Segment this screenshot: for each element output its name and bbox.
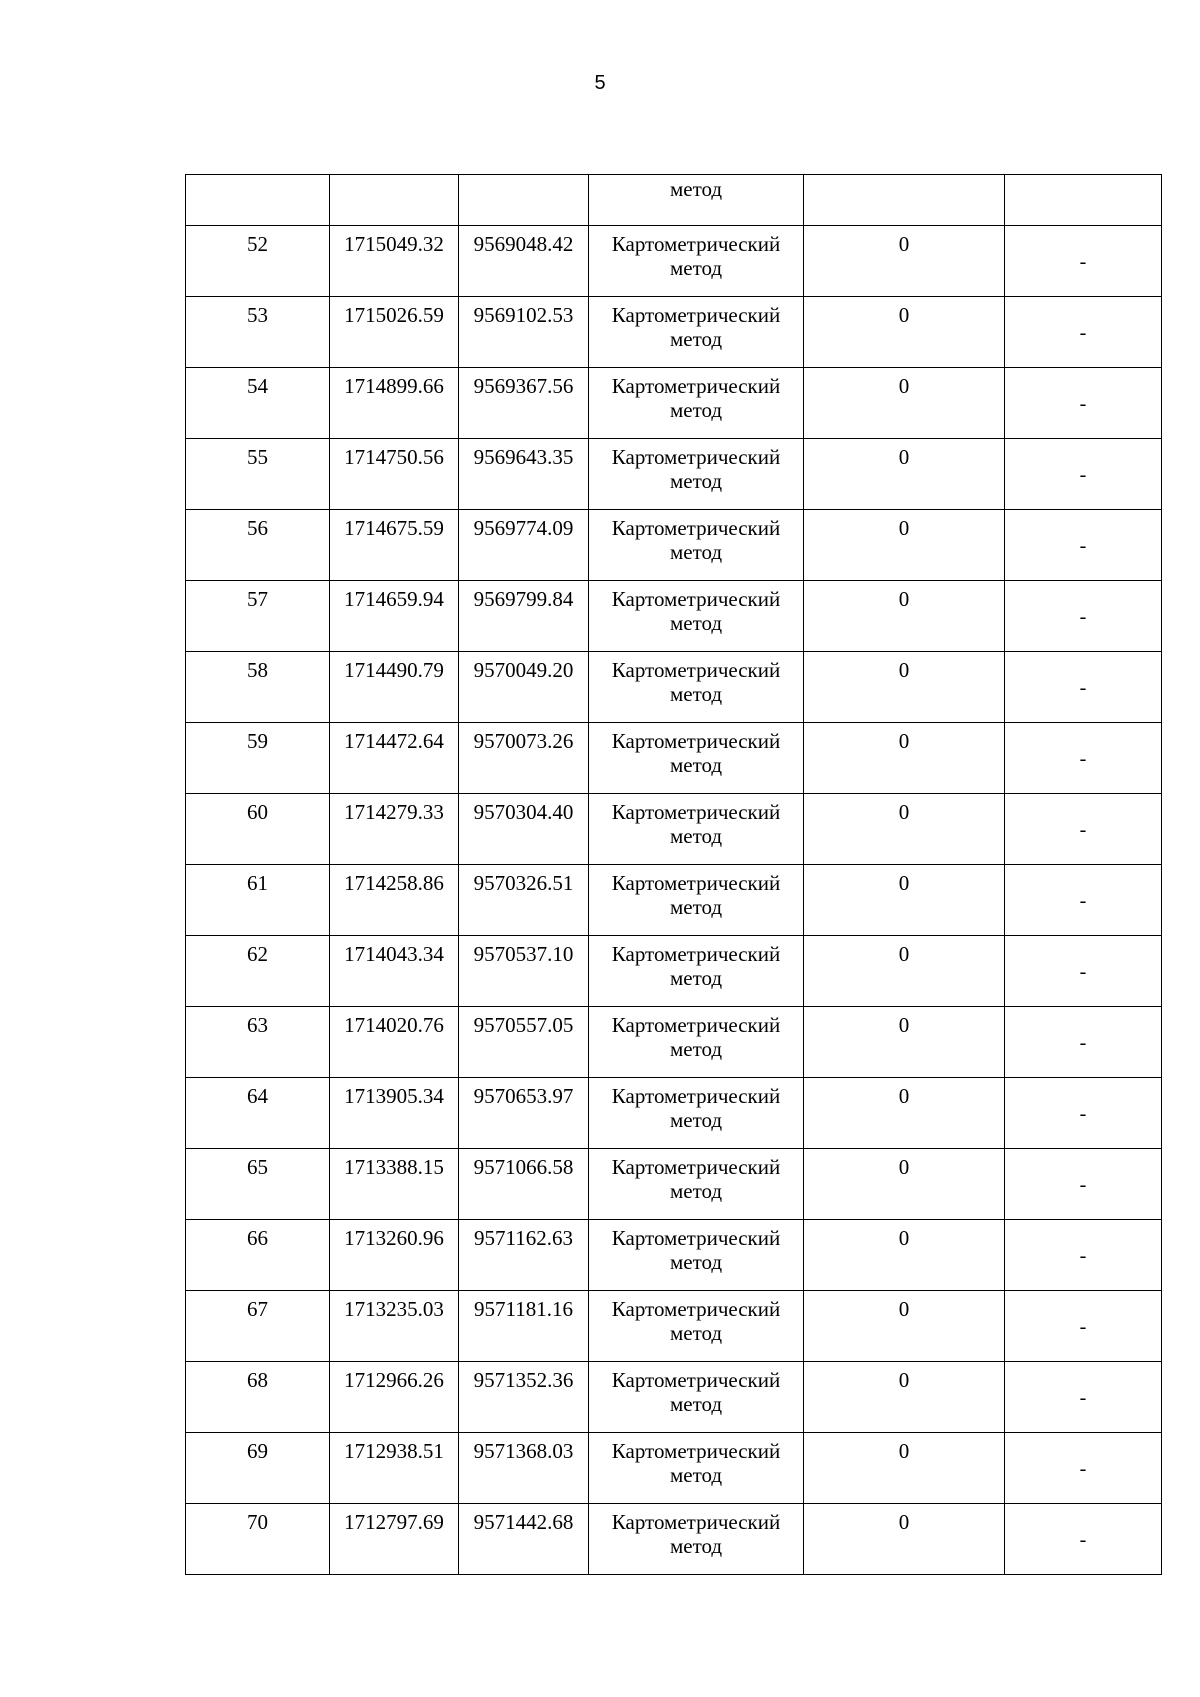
cell-y: 9571352.36 (459, 1362, 589, 1433)
cell-note: - (1005, 439, 1162, 510)
table-row (186, 794, 1162, 865)
cell-method: Картометрический метод (589, 1504, 804, 1575)
cell-note: - (1005, 226, 1162, 297)
cell-number: 69 (186, 1433, 330, 1504)
cell-method: Картометрический метод (589, 723, 804, 794)
cell-error: 0 (804, 723, 1005, 794)
cell-x: 1714258.86 (330, 865, 459, 936)
table-row (186, 1007, 1162, 1078)
cell-y: 9569643.35 (459, 439, 589, 510)
cell-error: 0 (804, 936, 1005, 1007)
cell-x: 1714659.94 (330, 581, 459, 652)
cell-method: Картометрический метод (589, 1220, 804, 1291)
table-row (186, 865, 1162, 936)
cell-x: 1714020.76 (330, 1007, 459, 1078)
cell-error: 0 (804, 652, 1005, 723)
cell-error: 0 (804, 1362, 1005, 1433)
table-row (186, 723, 1162, 794)
cell-number: 70 (186, 1504, 330, 1575)
cell-error: 0 (804, 439, 1005, 510)
cell-method: Картометрический метод (589, 510, 804, 581)
cell-y: 9571066.58 (459, 1149, 589, 1220)
cell-note: - (1005, 1433, 1162, 1504)
table-row (186, 581, 1162, 652)
cell-number: 57 (186, 581, 330, 652)
table-row (186, 1433, 1162, 1504)
cell-method: Картометрический метод (589, 1007, 804, 1078)
table-row (186, 1220, 1162, 1291)
cell-method: Картометрический метод (589, 581, 804, 652)
cell-number: 67 (186, 1291, 330, 1362)
cell-number: 65 (186, 1149, 330, 1220)
cell-method: Картометрический метод (589, 652, 804, 723)
cell-x (330, 175, 459, 226)
table-row (186, 226, 1162, 297)
cell-error: 0 (804, 297, 1005, 368)
cell-y: 9569774.09 (459, 510, 589, 581)
table-row (186, 297, 1162, 368)
cell-x: 1714750.56 (330, 439, 459, 510)
cell-y: 9570557.05 (459, 1007, 589, 1078)
coordinates-table-body (186, 175, 1162, 1575)
cell-y: 9570537.10 (459, 936, 589, 1007)
cell-number: 66 (186, 1220, 330, 1291)
cell-method: Картометрический метод (589, 1149, 804, 1220)
cell-note: - (1005, 794, 1162, 865)
cell-x: 1715026.59 (330, 297, 459, 368)
cell-note: - (1005, 297, 1162, 368)
cell-number: 55 (186, 439, 330, 510)
cell-method: метод (589, 175, 804, 226)
cell-note: - (1005, 1504, 1162, 1575)
cell-x: 1713235.03 (330, 1291, 459, 1362)
cell-error: 0 (804, 1007, 1005, 1078)
table-row (186, 1149, 1162, 1220)
cell-number: 63 (186, 1007, 330, 1078)
cell-number: 60 (186, 794, 330, 865)
cell-x: 1712938.51 (330, 1433, 459, 1504)
cell-number: 64 (186, 1078, 330, 1149)
cell-method: Картометрический метод (589, 1362, 804, 1433)
cell-x: 1714472.64 (330, 723, 459, 794)
cell-note: - (1005, 1149, 1162, 1220)
cell-note (1005, 175, 1162, 226)
cell-y (459, 175, 589, 226)
continuation-row (186, 175, 1162, 226)
cell-method: Картометрический метод (589, 226, 804, 297)
cell-note: - (1005, 652, 1162, 723)
cell-number: 61 (186, 865, 330, 936)
cell-note: - (1005, 1362, 1162, 1433)
cell-method: Картометрический метод (589, 865, 804, 936)
cell-y: 9571368.03 (459, 1433, 589, 1504)
cell-x: 1714279.33 (330, 794, 459, 865)
cell-note: - (1005, 1007, 1162, 1078)
cell-y: 9569048.42 (459, 226, 589, 297)
cell-note: - (1005, 936, 1162, 1007)
cell-error: 0 (804, 226, 1005, 297)
cell-error: 0 (804, 794, 1005, 865)
cell-y: 9570653.97 (459, 1078, 589, 1149)
cell-x: 1712797.69 (330, 1504, 459, 1575)
cell-method: Картометрический метод (589, 297, 804, 368)
cell-method: Картометрический метод (589, 439, 804, 510)
cell-number: 54 (186, 368, 330, 439)
cell-method: Картометрический метод (589, 1291, 804, 1362)
cell-note: - (1005, 1220, 1162, 1291)
cell-y: 9570326.51 (459, 865, 589, 936)
table-row (186, 510, 1162, 581)
cell-method: Картометрический метод (589, 936, 804, 1007)
cell-note: - (1005, 510, 1162, 581)
cell-error (804, 175, 1005, 226)
cell-y: 9570049.20 (459, 652, 589, 723)
cell-error: 0 (804, 510, 1005, 581)
cell-y: 9571181.16 (459, 1291, 589, 1362)
cell-error: 0 (804, 1078, 1005, 1149)
cell-x: 1712966.26 (330, 1362, 459, 1433)
cell-number: 58 (186, 652, 330, 723)
cell-y: 9570073.26 (459, 723, 589, 794)
cell-note: - (1005, 581, 1162, 652)
cell-error: 0 (804, 1149, 1005, 1220)
cell-number: 53 (186, 297, 330, 368)
cell-error: 0 (804, 865, 1005, 936)
cell-error: 0 (804, 1433, 1005, 1504)
cell-method: Картометрический метод (589, 1433, 804, 1504)
table-row (186, 1362, 1162, 1433)
cell-method: Картометрический метод (589, 794, 804, 865)
cell-y: 9571162.63 (459, 1220, 589, 1291)
cell-y: 9570304.40 (459, 794, 589, 865)
cell-note: - (1005, 723, 1162, 794)
cell-x: 1713905.34 (330, 1078, 459, 1149)
cell-y: 9569799.84 (459, 581, 589, 652)
cell-x: 1714899.66 (330, 368, 459, 439)
cell-error: 0 (804, 1504, 1005, 1575)
cell-number: 62 (186, 936, 330, 1007)
cell-note: - (1005, 865, 1162, 936)
cell-error: 0 (804, 1220, 1005, 1291)
cell-x: 1713260.96 (330, 1220, 459, 1291)
cell-number: 68 (186, 1362, 330, 1433)
cell-y: 9569367.56 (459, 368, 589, 439)
cell-x: 1714043.34 (330, 936, 459, 1007)
cell-number (186, 175, 330, 226)
cell-method: Картометрический метод (589, 1078, 804, 1149)
cell-x: 1714675.59 (330, 510, 459, 581)
cell-x: 1713388.15 (330, 1149, 459, 1220)
cell-error: 0 (804, 368, 1005, 439)
cell-note: - (1005, 1078, 1162, 1149)
cell-y: 9569102.53 (459, 297, 589, 368)
cell-error: 0 (804, 1291, 1005, 1362)
cell-method: Картометрический метод (589, 368, 804, 439)
cell-x: 1715049.32 (330, 226, 459, 297)
table-row (186, 1078, 1162, 1149)
cell-number: 59 (186, 723, 330, 794)
table-row (186, 1504, 1162, 1575)
table-row (186, 652, 1162, 723)
table-row (186, 368, 1162, 439)
cell-x: 1714490.79 (330, 652, 459, 723)
cell-number: 52 (186, 226, 330, 297)
table-row (186, 936, 1162, 1007)
table-row (186, 439, 1162, 510)
cell-note: - (1005, 1291, 1162, 1362)
cell-number: 56 (186, 510, 330, 581)
page-number: 5 (594, 72, 606, 94)
cell-error: 0 (804, 581, 1005, 652)
cell-note: - (1005, 368, 1162, 439)
coordinates-table (185, 174, 1162, 1575)
table-row (186, 1291, 1162, 1362)
cell-y: 9571442.68 (459, 1504, 589, 1575)
